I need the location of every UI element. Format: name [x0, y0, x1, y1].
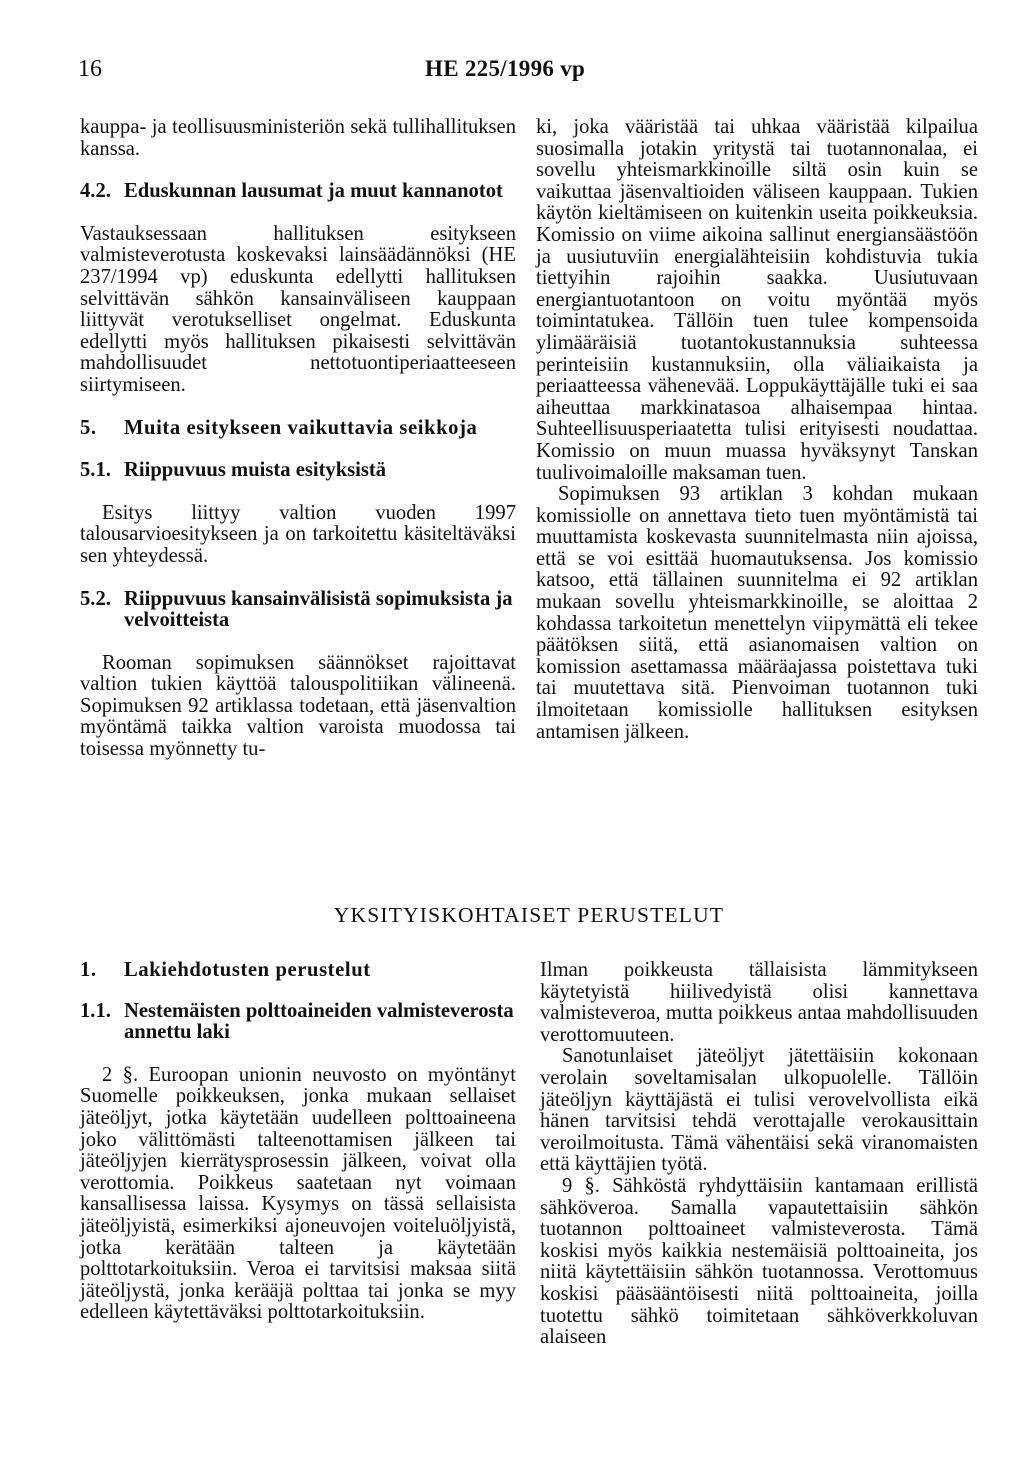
heading-number: 1.1. — [80, 999, 111, 1022]
section-title: YKSITYISKOHTAISET PERUSTELUT — [333, 903, 725, 927]
paragraph: Ilman poikkeusta tällaisista lämmitykseen käytetyistä hiilivedyistä olisi kannettava valmisteveroa, mutta poikkeus antaa mahdollisuuden verottomuuteen. — [540, 959, 978, 1046]
heading-number: 4.2. — [80, 180, 111, 203]
paragraph: Esitys liittyy valtion vuoden 1997 talousarvioesitykseen ja on tarkoitettu käsiteltäväksi sen yhteydessä. — [80, 501, 516, 567]
paragraph: 2 §. Euroopan unionin neuvosto on myöntänyt Suomelle poikkeuksen, jonka mukaan sellaiset jäteöljyt, jotka käytetään uudelleen polttoaineena joko välittömästi talteenottamisen jälkeen tai jäteöljyjen kierrätysprosessin jälkeen, voivat olla verottomia. Poikkeus saatetaan nyt voimaan kansallisessa laissa. Kysymys on tässä sellaisista jäteöljyistä, esimerkiksi ajoneuvojen voiteluöljyistä, jotka kerätään talteen ja käytetään polttotarkoituksiin. Veroa ei tarvitsisi maksaa siitä jäteöljystä, jonka kerääjä polttaa tai jonka se myy edelleen käytettäväksi polttotarkoituksiin. — [80, 1063, 516, 1324]
heading-number: 5.2. — [80, 587, 111, 610]
heading-number: 1. — [80, 959, 97, 981]
paragraph: ki, joka vääristää tai uhkaa vääristää kilpailua suosimalla jotakin yritystä tai tuotannonalaa, ei sovellu yhteismarkkinoille siltä osin kuin se vaikuttaa jäsenvaltioiden väliseen kauppaan. Tukien käytön kieltämiseen on kuitenkin useita poikkeuksia. Komissio on viime aikoina sallinut energiansäästöön ja uusiutuviin energialähteisiin kohdistuvia tukia tiettyihin rajoihin saakka. Uusiutuvaan energiantuotantoon on voitu myöntää myös toimintatukea. Tällöin tuen tulee kompensoida ylimääräisiä tuotantokustannuksia suhteessa perinteisiin kustannuksiin, olla väliaikaista ja periaatteessa vähenevää. Loppukäyttäjälle tuki ei saa aiheuttaa markkinatasoa alhaisempaa hintaa. Suhteellisuusperiaatetta tulisi erityisesti noudattaa. Komissio on muun muassa hyväksynyt Tanskan tuulivoimaloille maksaman tuen. — [536, 116, 978, 484]
heading-title: Muita esitykseen vaikuttavia seikkoja — [124, 416, 478, 439]
heading-5 — [80, 418, 516, 440]
heading-1 — [80, 960, 516, 982]
page-number: 16 — [78, 56, 102, 82]
paragraph: Sopimuksen 93 artiklan 3 kohdan mukaan komissiolle on annettava tieto tuen myöntämistä tai muuttamista koskevasta suunnitelmasta niin ajoissa, että se voi esittää huomautuksensa. Jos komissio katsoo, että tällainen suunnitelma ei 92 artiklan mukaan sovellu yhteismarkkinoille, se aloittaa 2 kohdassa tarkoitetun menettelyn viipymättä eli tekee päätöksen siitä, että asianomaisen valtion on komission asettamassa määräajassa poistettava tuki tai muutettava sitä. Pienvoiman tuotannon tuki ilmoitetaan komissiolle hallituksen esityksen antamisen jälkeen. — [536, 483, 978, 743]
paragraph: 9 §. Sähköstä ryhdyttäisiin kantamaan erillistä sähköveroa. Samalla vapautettaisiin sähkön tuotannon polttoaineet valmisteverosta. Tämä koskisi myös kaikkia nestemäisiä polttoaineita, jos niitä käytettäisiin sähkön tuotannossa. Verottomuus koskisi pääsääntöisesti niitä polttoaineita, joilla tuotettu sähkö toimitetaan sähköverkkoluvan alaiseen — [540, 1174, 978, 1349]
heading-title: Riippuvuus muista esityksistä — [124, 459, 387, 482]
heading-number: 5.1. — [80, 459, 111, 482]
heading-5-2 — [80, 589, 516, 632]
paragraph: Sanotunlaiset jäteöljyt jätettäisiin kokonaan verolain soveltamisalan ulkopuolelle. Tällöin jäteöljyn käyttäjästä ei tulisi verovelvollista eikä hänen tarvitsisi tehdä verottajalle verokausittain veroilmoitusta. Tämä vähentäisi sekä viranomaisten että käyttäjien työtä. — [540, 1045, 978, 1176]
heading-title: Nestemäisten polttoaineiden valmisteverosta annettu laki — [124, 999, 514, 1044]
paragraph: kauppa- ja teollisuusministeriön sekä tullihallituksen kanssa. — [80, 116, 516, 160]
paragraph: Rooman sopimuksen säännökset rajoittavat valtion tukien käyttöä talouspolitiikan välineenä. Sopimuksen 92 artiklassa todetaan, että jäsenvaltion myöntämä taikka valtion varoista muodossa tai toisessa myönnetty tu- — [80, 651, 516, 761]
top-right-column — [536, 117, 978, 743]
bottom-left-column — [80, 960, 516, 1324]
heading-5-1 — [80, 460, 516, 482]
top-left-column — [80, 117, 516, 761]
heading-1-1 — [80, 1001, 516, 1044]
heading-title: Lakiehdotusten perustelut — [124, 959, 371, 981]
running-title: HE 225/1996 vp — [425, 56, 586, 81]
bottom-right-column — [540, 960, 978, 1349]
paragraph: Vastauksessaan hallituksen esitykseen valmisteverotusta koskevaksi lainsäädännöksi (HE 237/1994 vp) eduskunta edellytti hallituksen selvittävän sähkön kansainväliseen kauppaan liittyvät verotukselliset ongelmat. Eduskunta edellytti myös hallituksen pikaisesti selvittävän mahdollisuudet nettotuontiperiaatteeseen siirtymiseen. — [80, 222, 516, 396]
heading-title: Riippuvuus kansainvälisistä sopimuksista ja velvoitteista — [124, 587, 513, 632]
heading-number: 5. — [80, 416, 97, 439]
heading-4-2 — [80, 181, 516, 203]
heading-title: Eduskunnan lausumat ja muut kannanotot — [124, 180, 503, 203]
